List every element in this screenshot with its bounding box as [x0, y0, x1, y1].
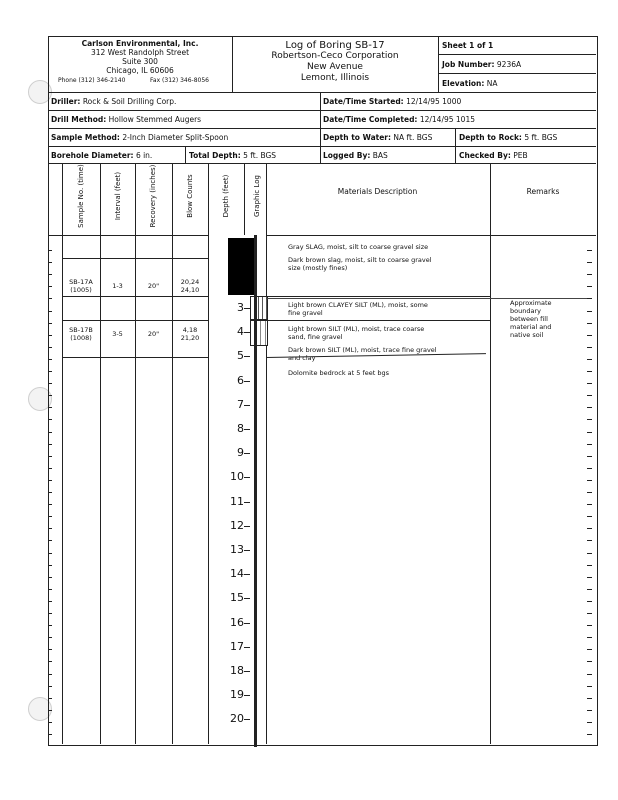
margin-tick [48, 395, 52, 396]
margin-tick [48, 698, 52, 699]
margin-tick [587, 674, 592, 675]
company-city: Chicago, IL 60606 [106, 66, 174, 75]
margin-tick [587, 601, 592, 602]
depth-label-19: 19 [230, 688, 244, 702]
depth-tick-17 [244, 647, 250, 648]
depth-label-5: 5 [237, 349, 244, 363]
remark-3: between fill [510, 315, 548, 323]
margin-tick [587, 553, 592, 554]
col-sample-no: Sample No. (time) [77, 164, 85, 228]
remark-5: native soil [510, 331, 544, 339]
margin-tick [587, 637, 592, 638]
total-depth: Total Depth: 5 ft. BGS [189, 151, 277, 160]
depth-tick-10 [244, 477, 250, 478]
depth-tick-7 [244, 405, 250, 406]
margin-tick [48, 250, 52, 251]
col-graphic-log: Graphic Log [253, 175, 261, 217]
depth-tick-3 [244, 308, 250, 309]
margin-tick [587, 516, 592, 517]
margin-tick [587, 722, 592, 723]
margin-tick [48, 722, 52, 723]
remark-4: material and [510, 323, 552, 331]
driller: Driller: Rock & Soil Drilling Corp. [51, 97, 177, 106]
margin-tick [48, 528, 52, 529]
company-name: Carlson Environmental, Inc. [81, 39, 199, 48]
margin-tick [587, 492, 592, 493]
depth-label-4: 4 [237, 325, 244, 339]
margin-tick [587, 359, 592, 360]
margin-tick [48, 565, 52, 566]
desc-bedrock: Dolomite bedrock at 5 feet bgs [288, 369, 390, 377]
margin-tick [587, 649, 592, 650]
depth-label-10: 10 [230, 470, 244, 484]
depth-label-3: 3 [237, 301, 244, 314]
company-phone: Phone (312) 346-2140 [58, 77, 126, 84]
margin-tick [48, 649, 52, 650]
depth-label-8: 8 [237, 422, 244, 435]
sample-b-recovery: 20" [147, 330, 160, 338]
margin-tick [48, 540, 52, 541]
desc-slag: Gray SLAG, moist, silt to coarse gravel size [288, 243, 429, 251]
margin-tick [587, 432, 592, 433]
silt-graphic [250, 320, 268, 346]
margin-tick [587, 407, 592, 408]
sample-b-blows2: 21,20 [180, 334, 200, 342]
depth-label-9: 9 [237, 446, 244, 460]
margin-tick [48, 298, 52, 299]
depth-tick-16 [244, 623, 250, 624]
depth-tick-13 [244, 550, 250, 551]
margin-tick [587, 395, 592, 396]
sample-a-blows2: 24,10 [180, 286, 200, 294]
margin-tick [48, 468, 52, 469]
job-number: Job Number: 9236A [442, 60, 522, 69]
depth-label-13: 13 [230, 543, 244, 556]
margin-tick [48, 613, 52, 614]
margin-tick [587, 444, 592, 445]
depth-tick-14 [244, 574, 250, 575]
margin-tick [587, 262, 592, 263]
drill-method: Drill Method: Hollow Stemmed Augers [51, 115, 202, 124]
depth-tick-20 [244, 719, 250, 720]
depth-label-14: 14 [230, 567, 244, 581]
margin-tick [48, 335, 52, 336]
margin-tick [48, 637, 52, 638]
sample-a-no: SB-17A [69, 278, 93, 286]
margin-tick [48, 456, 52, 457]
margin-tick [48, 553, 52, 554]
col-recovery: Recovery (inches) [149, 164, 157, 228]
depth-tick-18 [244, 671, 250, 672]
margin-tick [587, 625, 592, 626]
margin-tick [587, 577, 592, 578]
margin-tick [48, 323, 52, 324]
log-client: Robertson-Ceco Corporation [271, 51, 399, 61]
depth-tick-8 [244, 429, 250, 430]
margin-tick [587, 528, 592, 529]
margin-tick [587, 274, 592, 275]
sample-a-blows1: 20,24 [180, 278, 200, 286]
desc-silt-1: Light brown SILT (ML), moist, trace coarse [288, 325, 425, 333]
margin-tick [587, 565, 592, 566]
margin-tick [48, 577, 52, 578]
depth-tick-5 [244, 356, 250, 357]
desc-dark-silt-2: and clay [288, 354, 316, 362]
col-blow-counts: Blow Counts [186, 174, 194, 218]
clayey-silt-graphic [250, 296, 268, 320]
log-street: New Avenue [307, 62, 363, 72]
sample-b-time: (1008) [70, 334, 92, 342]
margin-tick [587, 710, 592, 711]
depth-tick-19 [244, 695, 250, 696]
margin-tick [48, 625, 52, 626]
col-remarks: Remarks [526, 187, 560, 196]
depth-label-17: 17 [230, 639, 244, 653]
margin-tick [48, 274, 52, 275]
log-frame [48, 36, 598, 746]
margin-tick [587, 661, 592, 662]
margin-tick [587, 383, 592, 384]
margin-tick [587, 456, 592, 457]
date-completed: Date/Time Completed: 12/14/95 1015 [323, 115, 475, 124]
margin-tick [587, 323, 592, 324]
depth-label-6: 6 [237, 373, 244, 387]
depth-tick-12 [244, 526, 250, 527]
company-address1: 312 West Randolph Street [90, 48, 190, 57]
depth-tick-6 [244, 381, 250, 382]
slag-fill-graphic [228, 238, 256, 295]
company-address2: Suite 300 [122, 57, 158, 66]
margin-tick [48, 311, 52, 312]
borehole-diameter: Borehole Diameter: 6 in. [51, 151, 153, 160]
company-fax: Fax (312) 346-8056 [150, 77, 209, 84]
margin-tick [48, 734, 52, 735]
margin-tick [48, 444, 52, 445]
margin-tick [587, 613, 592, 614]
depth-to-water: Depth to Water: NA ft. BGS [323, 133, 433, 142]
col-materials: Materials Description [337, 187, 418, 196]
margin-tick [48, 383, 52, 384]
depth-label-7: 7 [237, 397, 244, 411]
desc-dark-slag-1: Dark brown slag, moist, silt to coarse gravel [288, 256, 432, 264]
checked-by: Checked By: PEB [459, 151, 528, 160]
remark-2: boundary [510, 307, 541, 315]
margin-tick [587, 250, 592, 251]
desc-dark-silt-1: Dark brown SILT (ML), moist, trace fine gravel [288, 346, 437, 354]
margin-tick [587, 698, 592, 699]
desc-dark-slag-2: size (mostly fines) [288, 264, 348, 272]
col-interval: Interval (feet) [114, 171, 122, 221]
depth-label-20: 20 [230, 712, 244, 726]
margin-tick [587, 540, 592, 541]
depth-label-15: 15 [230, 591, 244, 605]
margin-tick [48, 480, 52, 481]
margin-tick [587, 286, 592, 287]
sample-a-interval: 1-3 [112, 282, 123, 290]
col-depth: Depth (feet) [222, 174, 230, 218]
margin-tick [48, 371, 52, 372]
depth-tick-9 [244, 453, 250, 454]
depth-label-11: 11 [230, 494, 244, 508]
borehole-line [254, 235, 257, 747]
margin-tick [48, 492, 52, 493]
sample-b-interval: 3-5 [112, 330, 123, 338]
sample-b-blows1: 4,18 [182, 326, 198, 334]
margin-tick [587, 468, 592, 469]
depth-tick-15 [244, 598, 250, 599]
depth-to-rock: Depth to Rock: 5 ft. BGS [459, 133, 558, 142]
sheet-number: Sheet 1 of 1 [442, 41, 494, 50]
margin-tick [587, 347, 592, 348]
margin-tick [587, 371, 592, 372]
log-title: Log of Boring SB-17 [285, 40, 385, 51]
margin-tick [587, 419, 592, 420]
margin-tick [587, 504, 592, 505]
margin-tick [48, 347, 52, 348]
margin-tick [587, 589, 592, 590]
margin-tick [48, 589, 52, 590]
log-city: Lemont, Illinois [300, 73, 370, 83]
logged-by: Logged By: BAS [323, 151, 388, 160]
margin-tick [48, 286, 52, 287]
sample-b-no: SB-17B [69, 326, 93, 334]
margin-tick [587, 480, 592, 481]
margin-tick [587, 335, 592, 336]
margin-tick [48, 601, 52, 602]
margin-tick [48, 359, 52, 360]
margin-tick [48, 686, 52, 687]
sample-a-time: (1005) [70, 286, 92, 294]
margin-tick [48, 661, 52, 662]
desc-clayey-silt-2: fine gravel [288, 309, 323, 317]
margin-tick [48, 407, 52, 408]
sample-a-recovery: 20" [147, 282, 160, 290]
elevation: Elevation: NA [442, 79, 498, 88]
margin-tick [587, 311, 592, 312]
margin-tick [48, 262, 52, 263]
margin-tick [48, 674, 52, 675]
margin-tick [48, 419, 52, 420]
depth-label-16: 16 [230, 615, 244, 629]
margin-tick [587, 686, 592, 687]
margin-tick [587, 298, 592, 299]
depth-tick-4 [244, 332, 250, 333]
depth-label-12: 12 [230, 518, 244, 532]
sample-method: Sample Method: 2-Inch Diameter Split-Spoon [51, 133, 229, 142]
depth-tick-11 [244, 502, 250, 503]
margin-tick [48, 432, 52, 433]
desc-clayey-silt-1: Light brown CLAYEY SILT (ML), moist, some [288, 301, 428, 309]
margin-tick [587, 734, 592, 735]
depth-label-18: 18 [230, 664, 244, 677]
desc-silt-2: sand, fine gravel [288, 333, 343, 341]
margin-tick [48, 710, 52, 711]
date-started: Date/Time Started: 12/14/95 1000 [323, 97, 462, 106]
remark-1: Approximate [510, 299, 552, 307]
margin-tick [48, 504, 52, 505]
margin-tick [48, 516, 52, 517]
